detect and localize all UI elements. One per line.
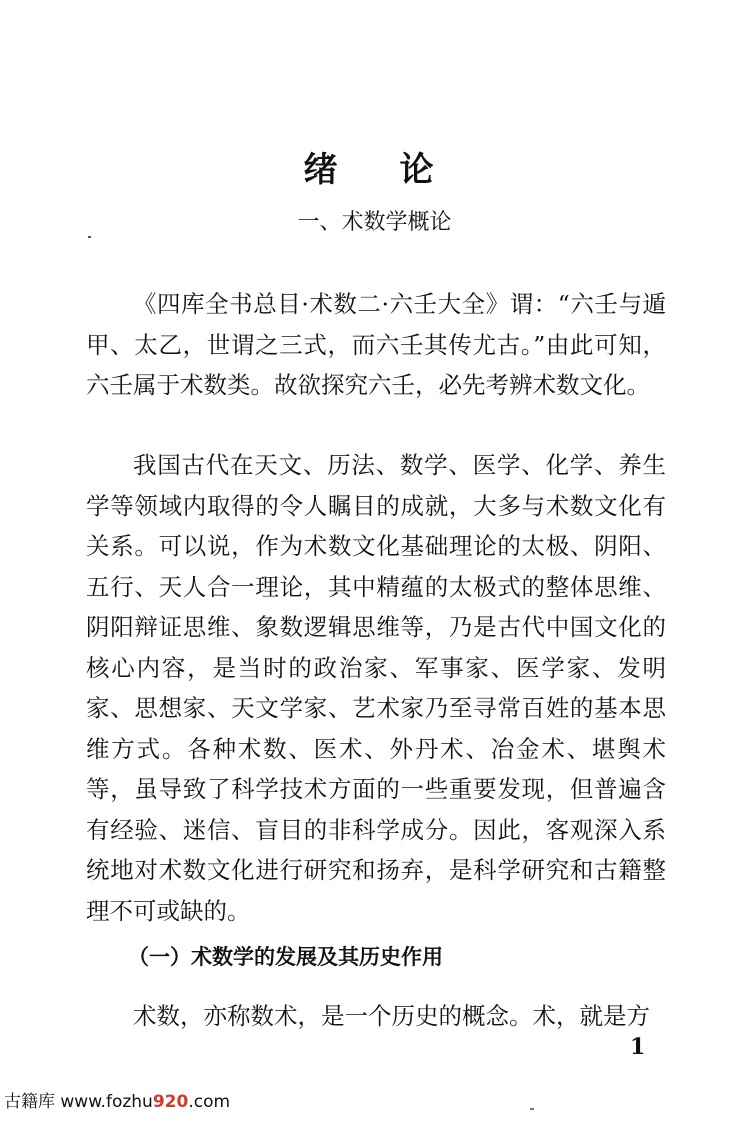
paragraph-2 [86,445,666,931]
paragraph-1 [86,284,666,406]
paragraph-text: 《四库全书总目·术数二·六壬大全》谓：“六壬与遁甲、太乙，世谓之三式，而六壬其传尤古。”由此可知，六壬属于术数类。故欲探究六壬，必先考辨术数文化。 [86,290,666,399]
scan-speck [530,1108,534,1110]
page-number: 1 [630,1034,646,1060]
paragraph-3 [86,996,666,1037]
watermark-suffix: .com [188,1092,231,1112]
subsection-heading: （一）术数学的发展及其历史作用 [128,945,443,969]
site-watermark [4,1090,230,1114]
watermark-digits: 920 [152,1092,189,1112]
chapter-title: 绪论 [303,150,496,190]
paragraph-text: 术数，亦称数术，是一个历史的概念。术，就是方 [133,1002,650,1030]
scan-speck [88,236,91,238]
section-title: 一、术数学概论 [297,210,452,235]
paragraph-text: 我国古代在天文、历法、数学、医学、化学、养生学等领域内取得的令人瞩目的成就，大多与术数文化有关系。可以说，作为术数文化基础理论的太极、阴阳、五行、天人合一理论，其中精蕴的太极式的整体思维、阴阳辩证思维、象数逻辑思维等，乃是古代中国文化的核心内容，是当时的政治家、军事家、医学家、发明家、思想家、天文学家、艺术家乃至寻常百姓的基本思维方式。各种术数、医术、外丹术、冶金术、堪舆术等，虽导致了科学技术方面的一些重要发现，但普遍含有经验、迷信、盲目的非科学成分。因此，客观深入系统地对术数文化进行研究和扬弃，是科学研究和古籍整理不可或缺的。 [86,451,666,925]
watermark-prefix: 古籍库 www.fozhu [4,1092,153,1112]
